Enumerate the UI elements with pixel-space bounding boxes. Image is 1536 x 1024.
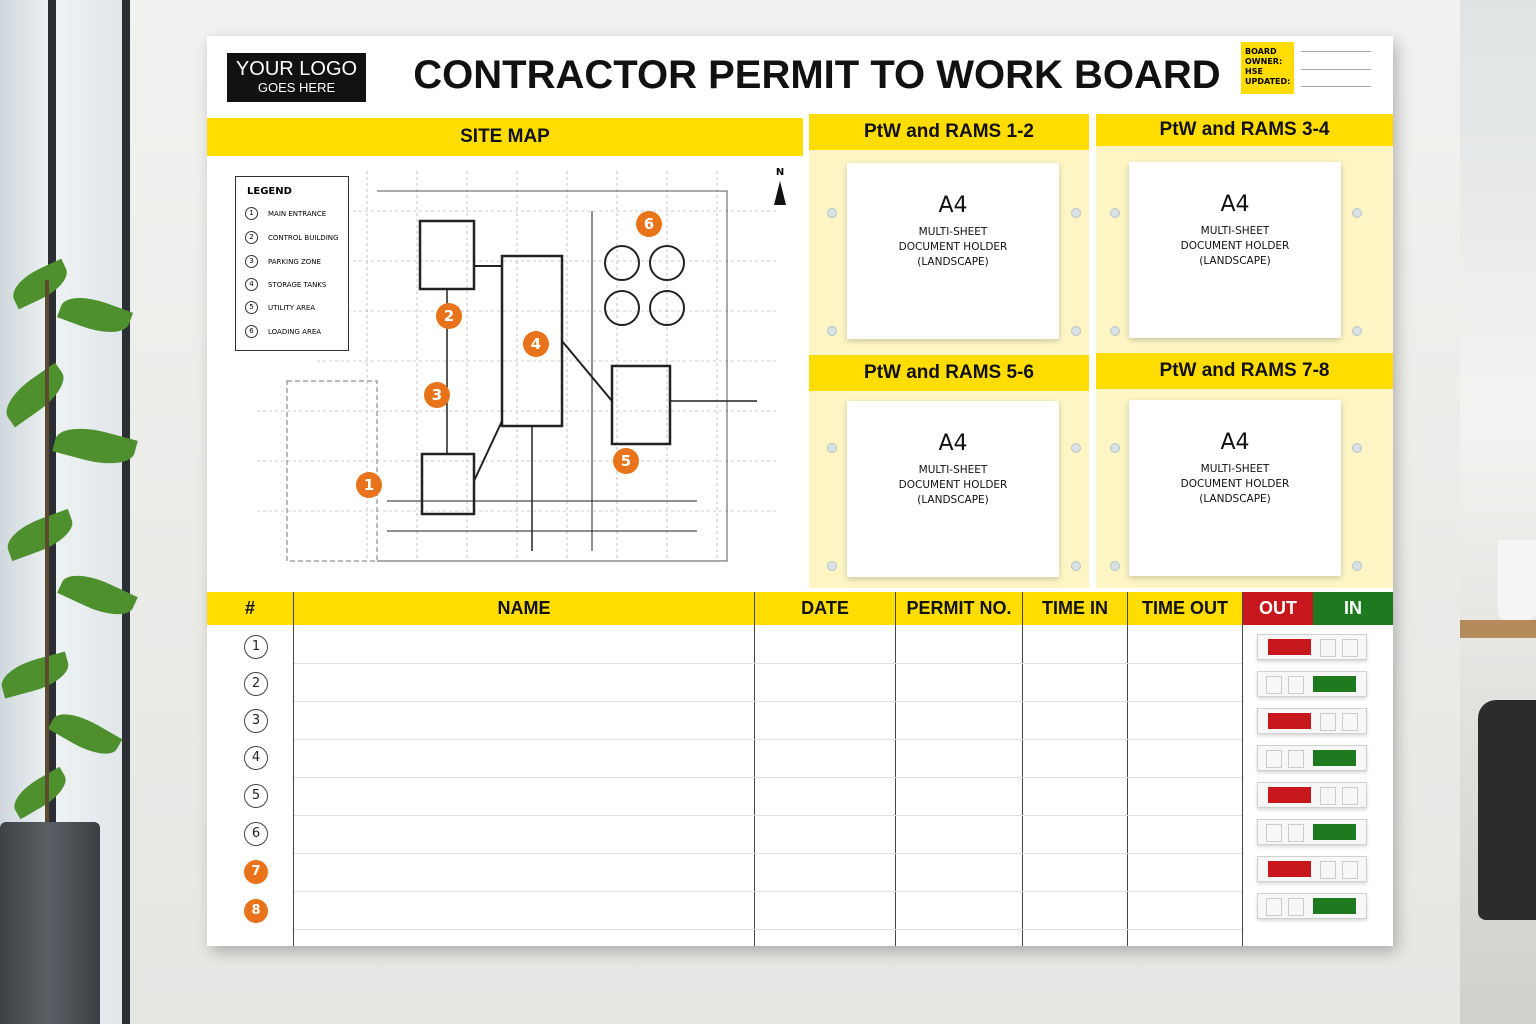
row-divider [294,663,1242,664]
logo-placeholder: YOUR LOGO GOES HERE [227,53,366,102]
col-header-in: IN [1313,592,1393,625]
map-marker: 2 [436,303,462,329]
holder-heading: PtW and RAMS 1-2 [809,114,1089,150]
wall-clip [827,443,837,453]
row-number: 4 [244,746,268,770]
in-out-slider[interactable] [1257,745,1367,771]
in-out-slider[interactable] [1257,819,1367,845]
legend-item: 4 STORAGE TANKS [245,278,326,294]
legend-item: 3 PARKING ZONE [245,255,321,271]
col-header-time-out: TIME OUT [1128,592,1242,625]
in-out-slider[interactable] [1257,893,1367,919]
in-out-slider[interactable] [1257,634,1367,660]
col-header-permit: PERMIT NO. [896,592,1022,625]
document-holder[interactable]: A4 MULTI-SHEET DOCUMENT HOLDER (LANDSCAPE) [1129,400,1341,576]
wall-clip [1110,208,1120,218]
map-marker: 3 [424,382,450,408]
wall-clip [1071,561,1081,571]
row-number: 2 [244,672,268,696]
permit-board [207,36,1393,946]
row-divider [294,815,1242,816]
board-owner-box: BOARD OWNER: HSE UPDATED: [1241,42,1294,94]
wall-clip [1352,561,1362,571]
map-marker: 4 [523,331,549,357]
document-holder[interactable]: A4 MULTI-SHEET DOCUMENT HOLDER (LANDSCAPE) [847,401,1059,577]
wall-clip [1071,443,1081,453]
legend-item: 6 LOADING AREA [245,325,321,341]
row-number: 8 [244,899,268,923]
holder-heading: PtW and RAMS 5-6 [809,355,1089,391]
col-header-time-in: TIME IN [1023,592,1127,625]
north-label: N [775,167,785,178]
in-out-slider[interactable] [1257,708,1367,734]
document-holder[interactable]: A4 MULTI-SHEET DOCUMENT HOLDER (LANDSCAPE) [847,163,1059,339]
legend-item: 5 UTILITY AREA [245,301,315,317]
in-out-slider[interactable] [1257,782,1367,808]
plant-pot [0,822,100,1024]
hse-write-line [1301,86,1371,87]
owner-write-line [1301,51,1371,52]
background-plant-pot [1498,540,1536,620]
column-divider [1242,592,1243,946]
legend-item: 2 CONTROL BUILDING [245,231,338,247]
wall-clip [827,208,837,218]
map-legend: LEGEND 1 MAIN ENTRANCE 2 CONTROL BUILDING 3 PARKING ZONE 4 STORAGE TANKS 5 UTILITY AREA 6 LOADING AREA [235,176,349,351]
wall-clip [1352,326,1362,336]
wall-clip [1352,208,1362,218]
office-desk [1460,620,1536,638]
column-divider [1022,592,1023,946]
wall-clip [1071,208,1081,218]
wall-clip [1110,326,1120,336]
row-divider [294,739,1242,740]
row-number: 3 [244,709,268,733]
office-chair [1478,700,1536,920]
wall-clip [827,561,837,571]
wall-clip [1071,326,1081,336]
row-number: 7 [244,860,268,884]
column-divider [895,592,896,946]
column-divider [754,592,755,946]
col-header-name: NAME [294,592,754,625]
col-header-out: OUT [1243,592,1313,625]
map-marker: 6 [636,211,662,237]
column-divider [1127,592,1128,946]
row-number: 1 [244,635,268,659]
wall-clip [1110,443,1120,453]
in-out-slider[interactable] [1257,856,1367,882]
col-header-date: DATE [755,592,895,625]
row-number: 5 [244,784,268,808]
site-map-heading: SITE MAP [207,118,803,156]
row-divider [294,853,1242,854]
owner-write-line [1301,69,1371,70]
board-title: CONTRACTOR PERMIT TO WORK BOARD [413,53,1221,97]
wall-clip [827,326,837,336]
document-holder[interactable]: A4 MULTI-SHEET DOCUMENT HOLDER (LANDSCAPE) [1129,162,1341,338]
map-marker: 1 [356,472,382,498]
col-header-number: # [207,592,293,625]
legend-item: 1 MAIN ENTRANCE [245,207,326,223]
in-out-slider[interactable] [1257,671,1367,697]
north-arrow-icon [774,181,786,205]
wall-clip [1352,443,1362,453]
map-marker: 5 [613,448,639,474]
row-divider [294,777,1242,778]
column-divider [293,592,294,946]
row-divider [294,701,1242,702]
wall-clip [1110,561,1120,571]
row-number: 6 [244,822,268,846]
window-mullion [122,0,130,1024]
holder-heading: PtW and RAMS 7-8 [1096,353,1393,389]
row-divider [294,891,1242,892]
row-divider [294,929,1242,930]
holder-heading: PtW and RAMS 3-4 [1096,114,1393,146]
